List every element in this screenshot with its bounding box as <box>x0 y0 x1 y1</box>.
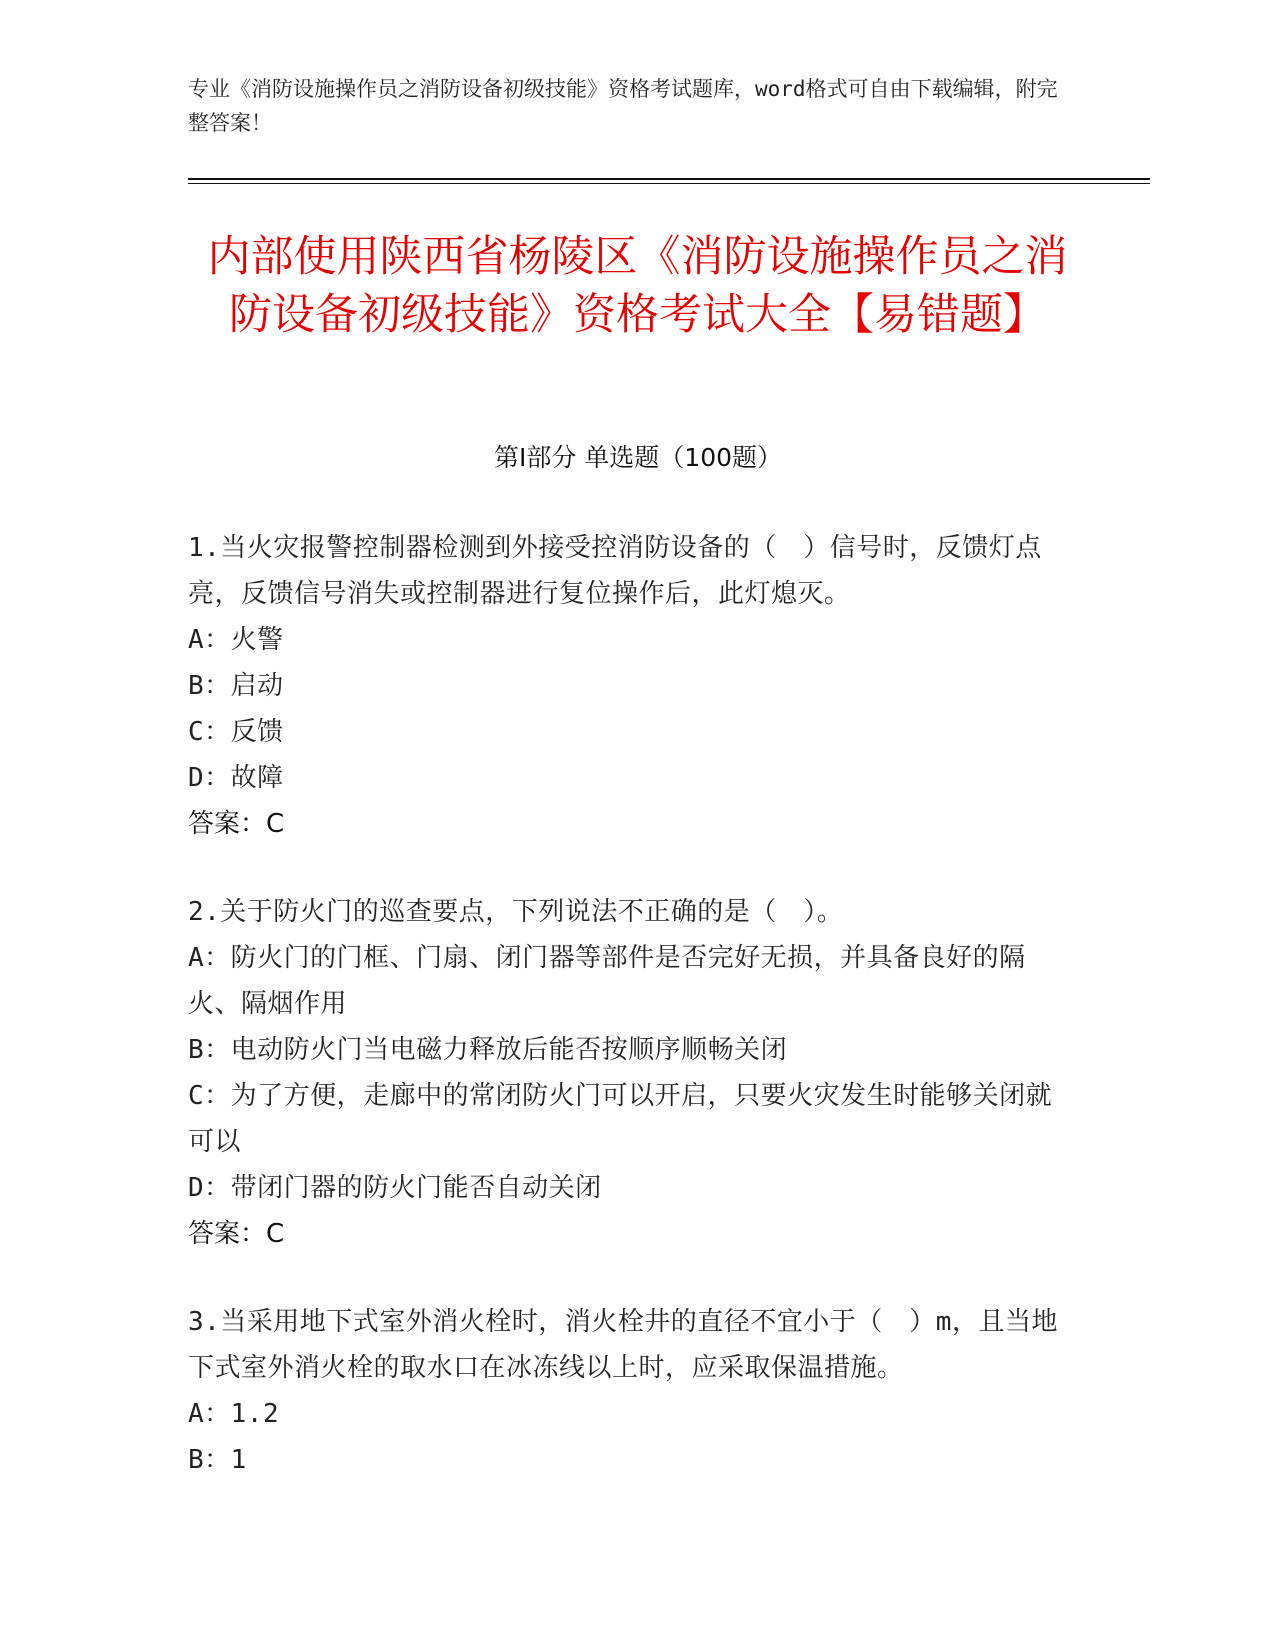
section-title: 第Ⅰ部分 单选题（100题） <box>493 443 783 472</box>
answer: 答案：C <box>188 1219 285 1249</box>
option-a: A：防火门的门框、门扇、闭门器等部件是否完好无损，并具备良好的隔火、隔烟作用 <box>188 943 1026 1019</box>
question-stem: 2.关于防火门的巡查要点，下列说法不正确的是（ ）。 <box>188 897 844 927</box>
option-a: A：火警 <box>188 625 284 655</box>
header-divider-thick <box>188 178 1150 180</box>
question-2 <box>188 889 1068 1257</box>
question-list <box>188 525 1068 1525</box>
question-3 <box>188 1299 1068 1483</box>
option-c: C：为了方便，走廊中的常闭防火门可以开启，只要火灾发生时能够关闭就可以 <box>188 1081 1053 1157</box>
question-stem: 1.当火灾报警控制器检测到外接受控消防设备的（ ）信号时，反馈灯点亮，反馈信号消失或控制器进行复位操作后，此灯熄灭。 <box>188 533 1042 609</box>
question-1 <box>188 525 1068 847</box>
option-a: A：1.2 <box>188 1399 280 1429</box>
option-d: D：故障 <box>188 763 284 793</box>
option-c: C：反馈 <box>188 717 284 747</box>
option-b: B：启动 <box>188 671 284 701</box>
document-title: 内部使用陕西省杨陵区《消防设施操作员之消防设备初级技能》资格考试大全【易错题】 <box>207 232 1068 340</box>
option-d: D：带闭门器的防火门能否自动关闭 <box>188 1173 602 1203</box>
option-b: B：1 <box>188 1445 247 1475</box>
header-divider-thin <box>188 183 1150 184</box>
option-b: B：电动防火门当电磁力释放后能否按顺序顺畅关闭 <box>188 1035 788 1065</box>
header-note: 专业《消防设施操作员之消防设备初级技能》资格考试题库，word格式可自由下载编辑，附完整答案！ <box>188 77 1058 135</box>
answer: 答案：C <box>188 809 285 839</box>
question-stem: 3.当采用地下式室外消火栓时，消火栓井的直径不宜小于（ ）m，且当地下式室外消火栓的取水口在冰冻线以上时，应采取保温措施。 <box>188 1307 1058 1383</box>
